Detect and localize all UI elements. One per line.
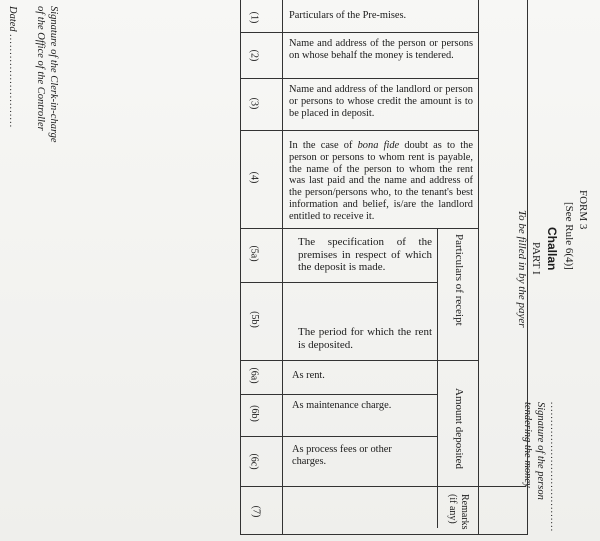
row-number: (6b) bbox=[248, 405, 260, 422]
row-divider bbox=[240, 130, 478, 131]
row-number: (1) bbox=[248, 11, 260, 24]
col-divider bbox=[437, 228, 438, 528]
dated-label: Dated bbox=[7, 6, 18, 32]
office-of-controller-label: of the Office of the Controller bbox=[35, 6, 46, 131]
row-text-process-fees: As process fees or other charges. bbox=[292, 444, 392, 467]
row-divider bbox=[240, 436, 437, 437]
row-number: (6c) bbox=[248, 453, 260, 470]
row-number: (6a) bbox=[248, 367, 260, 384]
payer-signature-label-1: Signature of the person bbox=[535, 402, 546, 500]
rule-reference: [See Rule 6(4)] bbox=[563, 202, 575, 270]
remarks-sub-label: (if any) bbox=[447, 494, 458, 524]
row-number: (5a) bbox=[248, 245, 260, 262]
col-divider bbox=[478, 0, 479, 534]
remarks-label: Remarks bbox=[459, 494, 470, 530]
group-label-receipt: Particulars of receipt bbox=[453, 234, 465, 326]
row-divider bbox=[240, 360, 478, 361]
row-number: (7) bbox=[250, 505, 262, 518]
form-number: FORM 3 bbox=[577, 190, 589, 230]
row-text-period: The period for which the rent is deposited. bbox=[298, 326, 432, 351]
dated-field bbox=[7, 6, 18, 129]
bona-fide-italic: bona fide bbox=[357, 140, 400, 151]
bona-fide-before: In the case of bbox=[289, 140, 358, 151]
row-text-specification: The specification of the premises in respect of which the deposit is made. bbox=[298, 236, 432, 273]
row-text-as-rent: As rent. bbox=[292, 370, 325, 381]
row-text-tenderer: Name and address of the person or persons on whose behalf the money is tendered. bbox=[289, 38, 473, 61]
clerk-signature-label: Signature of the Clerk-in-charge bbox=[48, 6, 59, 143]
part-label: PART I bbox=[530, 242, 542, 275]
row-divider bbox=[240, 228, 478, 229]
row-number: (5b) bbox=[248, 311, 260, 328]
col-divider bbox=[282, 0, 283, 534]
row-divider bbox=[240, 282, 437, 283]
row-divider bbox=[240, 32, 478, 33]
row-text-maintenance: As maintenance charge. bbox=[292, 400, 392, 411]
row-divider bbox=[240, 78, 478, 79]
payer-signature-label-2: tendering the money bbox=[522, 402, 533, 488]
dated-dots: .......................... bbox=[7, 34, 18, 129]
row-divider bbox=[240, 486, 526, 487]
row-text-premises: Particulars of the Pre-mises. bbox=[289, 10, 407, 21]
group-label-remarks bbox=[446, 494, 470, 530]
bona-fide-after: doubt as to the person or persons to whom rent is payable, the name of the person to whom the rent was last paid and the name and address of the person/persons who, to the tenant's best information and belief, is/are the landlord entitled to receive it. bbox=[289, 140, 473, 222]
row-number: (3) bbox=[248, 97, 260, 110]
row-text-bona-fide bbox=[289, 140, 473, 223]
payer-signature-dots: .................................... bbox=[548, 402, 559, 533]
row-divider bbox=[240, 394, 437, 395]
filled-by-label: To be filled in by the payer bbox=[516, 210, 528, 328]
row-number: (4) bbox=[248, 171, 260, 184]
clerk-signature-block bbox=[34, 6, 60, 143]
group-label-amount: Amount deposited bbox=[453, 388, 465, 469]
row-number: (2) bbox=[248, 49, 260, 62]
challan-title: Challan bbox=[545, 227, 559, 271]
row-text-landlord: Name and address of the landlord or person or persons to whose credit the amount is to be placed in deposit. bbox=[289, 84, 473, 119]
